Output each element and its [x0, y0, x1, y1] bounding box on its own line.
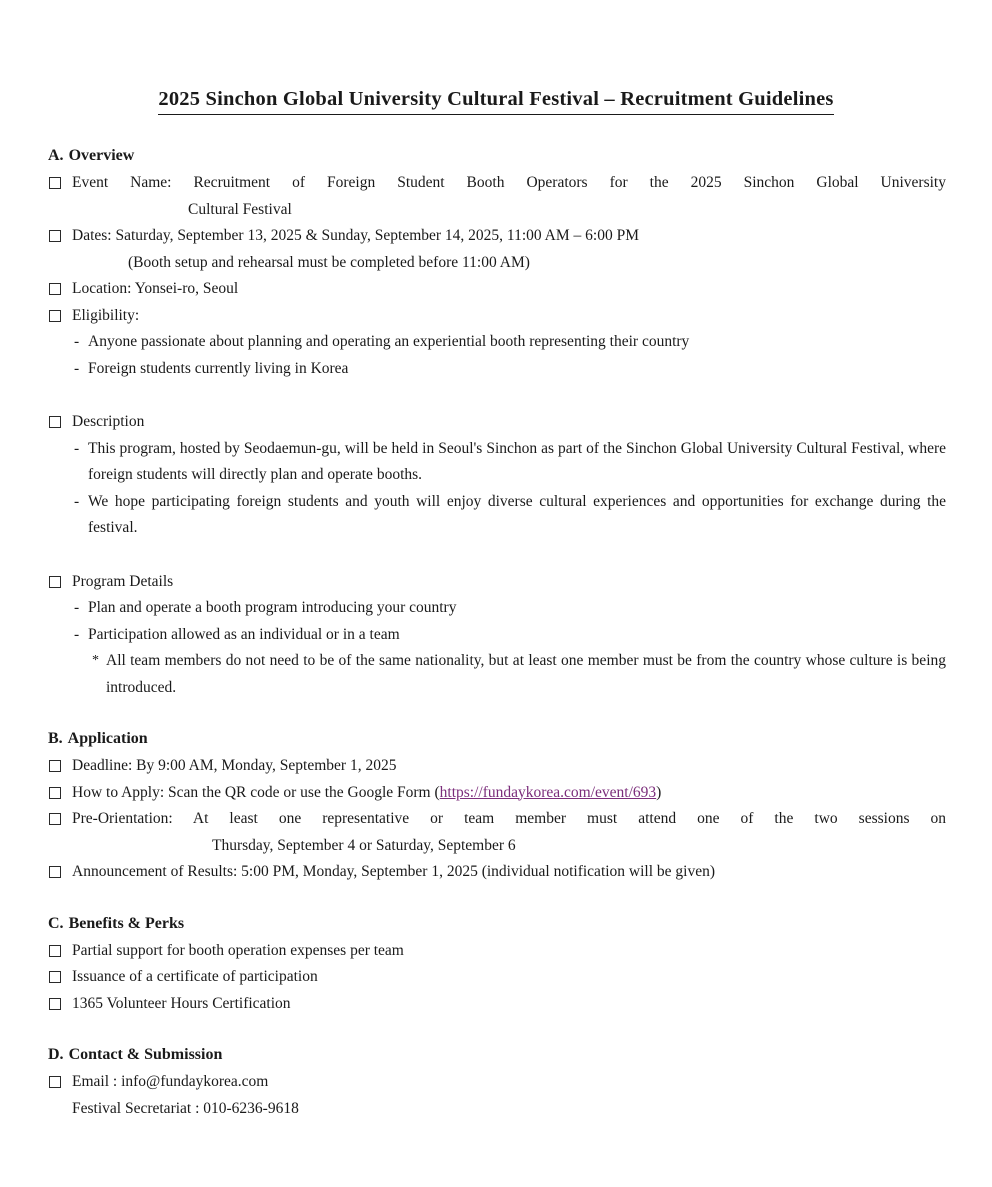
list-item-dates-continuation: (Booth setup and rehearsal must be completed before 11:00 AM) [128, 253, 530, 271]
list-item-deadline [48, 753, 946, 780]
bullet-description-2 [48, 489, 946, 542]
bullet-eligibility-2 [48, 356, 946, 383]
asterisk-bullet-icon: * [92, 653, 99, 668]
section-title-a: Overview [68, 147, 135, 164]
subnote-text: All team members do not need to be of the same nationality, but at least one member must be from the country whose culture is being introduced. [106, 652, 946, 696]
section-letter-d: D. [48, 1046, 64, 1063]
list-item-eligibility [48, 303, 946, 330]
bullet-text: We hope participating foreign students and youth will enjoy diverse cultural experiences and opportunities for exchange during the festival. [88, 492, 946, 536]
checkbox-icon[interactable] [49, 866, 61, 878]
section-title-c: Benefits & Perks [68, 914, 185, 932]
checkbox-icon[interactable] [49, 416, 61, 428]
section-contact [48, 1047, 946, 1122]
list-item-text [72, 780, 946, 807]
list-item-text: Issuance of a certificate of participation [72, 968, 318, 985]
list-item-text: Email : info@fundaykorea.com [72, 1073, 269, 1090]
checkbox-icon[interactable] [49, 310, 61, 322]
bullet-text: Foreign students currently living in Korea [88, 359, 349, 377]
list-item-dates [48, 223, 946, 250]
list-item-text: Location: Yonsei-ro, Seoul [72, 280, 239, 297]
section-heading-d [48, 1047, 946, 1063]
list-item-description [48, 409, 946, 436]
spacer [48, 382, 946, 409]
apply-text-before: How to Apply: Scan the QR code or use the Google Form ( [72, 783, 440, 801]
list-item-program-details [48, 569, 946, 596]
google-form-link[interactable]: https://fundaykorea.com/event/693 [439, 783, 657, 801]
spacer [48, 701, 946, 731]
list-item-how-to-apply [48, 780, 946, 807]
checkbox-icon[interactable] [49, 576, 61, 588]
list-item-text: 1365 Volunteer Hours Certification [72, 994, 291, 1012]
list-item-certificate [48, 964, 946, 991]
dash-bullet-icon: - [74, 439, 80, 457]
checkbox-icon[interactable] [49, 177, 61, 189]
checkbox-icon[interactable] [49, 813, 61, 825]
dash-bullet-icon: - [74, 359, 80, 377]
checkbox-icon[interactable] [49, 945, 61, 957]
list-item-pre-orientation-continuation: Thursday, September 4 or Saturday, September 6 [212, 836, 516, 854]
list-item-text: Event Name: Recruitment of Foreign Student Booth Operators for the 2025 Sinchon Global University [72, 174, 946, 191]
bullet-description-1 [48, 436, 946, 489]
list-item-partial-support [48, 938, 946, 965]
bullet-text: Participation allowed as an individual or in a team [88, 625, 400, 643]
list-item-announcement [48, 859, 946, 886]
section-title-d: Contact & Submission [68, 1046, 223, 1063]
list-item-event-name-continuation: Cultural Festival [188, 200, 292, 218]
list-item-text: Eligibility: [72, 306, 140, 324]
section-letter-c: C. [48, 914, 64, 932]
list-item-text: Dates: Saturday, September 13, 2025 & Sunday, September 14, 2025, 11:00 AM – 6:00 PM [72, 227, 639, 244]
spacer [48, 886, 946, 916]
list-item-volunteer-hours [48, 991, 946, 1018]
bullet-program-2 [48, 622, 946, 649]
section-overview [48, 148, 946, 701]
list-item-text: Pre-Orientation: At least one representative or team member must attend one of the two sessions on [72, 810, 946, 827]
page-title-text: 2025 Sinchon Global University Cultural Festival – Recruitment Guidelines [158, 88, 833, 115]
bullet-text: Plan and operate a booth program introducing your country [88, 599, 457, 616]
subnote-team-nationality [48, 648, 946, 701]
dash-bullet-icon: - [74, 333, 80, 350]
list-item-email [48, 1069, 946, 1096]
bullet-text: This program, hosted by Seodaemun-gu, will be held in Seoul's Sinchon as part of the Sinchon Global University Cultural Festival, where foreign students will directly plan and operate booths. [88, 439, 946, 483]
checkbox-icon[interactable] [49, 1076, 61, 1088]
list-item-text: Program Details [72, 572, 174, 590]
list-item-text: Announcement of Results: 5:00 PM, Monday, September 1, 2025 (individual notification will be given) [72, 863, 716, 880]
spacer [48, 1017, 946, 1047]
section-heading-a [48, 148, 946, 164]
page-title [0, 88, 992, 115]
checkbox-icon[interactable] [49, 760, 61, 772]
document-body [48, 148, 946, 1122]
checkbox-icon[interactable] [49, 230, 61, 242]
list-item-event-name [48, 170, 946, 197]
bullet-program-1 [48, 595, 946, 622]
bullet-text: Anyone passionate about planning and operating an experiential booth representing their country [88, 333, 690, 350]
section-application [48, 731, 946, 886]
dash-bullet-icon: - [74, 625, 80, 643]
checkbox-icon[interactable] [49, 998, 61, 1010]
list-item-location [48, 276, 946, 303]
list-item-text: Partial support for booth operation expenses per team [72, 941, 404, 959]
section-benefits [48, 916, 946, 1018]
bullet-eligibility-1 [48, 329, 946, 356]
dash-bullet-icon: - [74, 492, 80, 510]
apply-text-after: ) [656, 783, 662, 801]
checkbox-icon[interactable] [49, 283, 61, 295]
section-letter-b: B. [48, 730, 63, 747]
spacer [48, 542, 946, 569]
list-item-text: Deadline: By 9:00 AM, Monday, September 1, 2025 [72, 757, 397, 774]
dash-bullet-icon: - [74, 599, 80, 616]
section-title-b: Application [67, 730, 148, 747]
section-heading-b [48, 731, 946, 747]
checkbox-icon[interactable] [49, 787, 61, 799]
checkbox-icon[interactable] [49, 971, 61, 983]
list-item-text: Description [72, 413, 145, 430]
section-letter-a: A. [48, 147, 64, 164]
section-heading-c [48, 916, 946, 932]
list-item-pre-orientation [48, 806, 946, 833]
list-item-secretariat-phone: Festival Secretariat : 010-6236-9618 [72, 1099, 299, 1117]
